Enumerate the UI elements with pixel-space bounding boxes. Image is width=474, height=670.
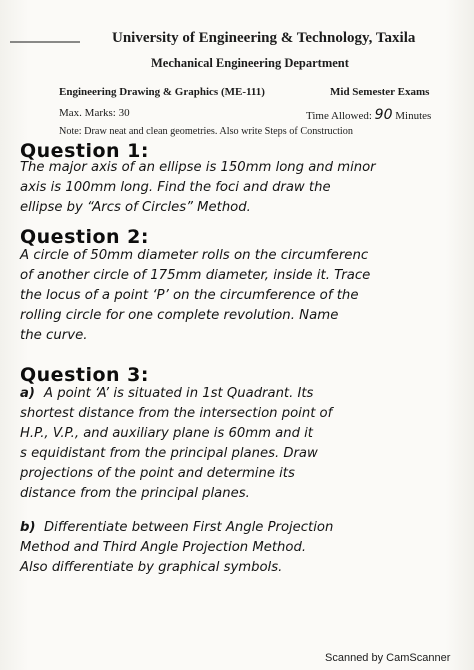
question-1-line: ellipse by “Arcs of Circles” Method.	[20, 200, 251, 215]
question-1-heading: Question 1:	[20, 140, 149, 162]
scribble-mark	[10, 41, 80, 43]
question-3a-line: projections of the point and determine its	[20, 466, 295, 481]
question-3a-line: shortest distance from the intersection point of	[20, 406, 333, 421]
question-3a-line: distance from the principal planes.	[20, 486, 250, 501]
question-3b-line: Also differentiate by graphical symbols.	[20, 560, 283, 575]
question-2-line: the curve.	[20, 328, 88, 343]
question-2-heading: Question 2:	[20, 226, 149, 248]
time-allowed	[306, 107, 431, 123]
question-2-line: A circle of 50mm diameter rolls on the circumferenc	[20, 248, 369, 263]
exam-type: Mid Semester Exams	[330, 86, 430, 98]
question-1-line: The major axis of an ellipse is 150mm long and minor	[20, 160, 376, 175]
question-1-line: axis is 100mm long. Find the foci and draw the	[20, 180, 331, 195]
question-3a-line: s equidistant from the principal planes. Draw	[20, 446, 318, 461]
question-3a-label: a)	[20, 386, 35, 401]
question-2-line: of another circle of 175mm diameter, inside it. Trace	[20, 268, 371, 283]
question-3-heading: Question 3:	[20, 364, 149, 386]
question-3b-label: b)	[20, 520, 36, 535]
question-3a-line: H.P., V.P., and auxiliary plane is 60mm and it	[20, 426, 313, 441]
question-3a-line: A point ‘A’ is situated in 1st Quadrant. Its	[44, 386, 314, 401]
time-allowed-unit: Minutes	[395, 110, 432, 122]
question-2-line: rolling circle for one complete revolution. Name	[20, 308, 339, 323]
department-title: Mechanical Engineering Department	[151, 56, 349, 70]
course-title: Engineering Drawing & Graphics (ME-111)	[59, 86, 265, 98]
time-allowed-label: Time Allowed:	[306, 110, 372, 122]
question-2-line: the locus of a point ‘P’ on the circumference of the	[20, 288, 359, 303]
time-allowed-value: 90	[374, 107, 393, 123]
question-3b-line: Method and Third Angle Projection Method.	[20, 540, 307, 555]
exam-note: Note: Draw neat and clean geometries. Also write Steps of Construction	[59, 126, 353, 137]
question-3b-line: Differentiate between First Angle Projection	[44, 520, 334, 535]
scanner-watermark: Scanned by CamScanner	[325, 652, 451, 664]
university-title: University of Engineering & Technology, Taxila	[112, 30, 416, 46]
max-marks: Max. Marks: 30	[59, 107, 130, 119]
